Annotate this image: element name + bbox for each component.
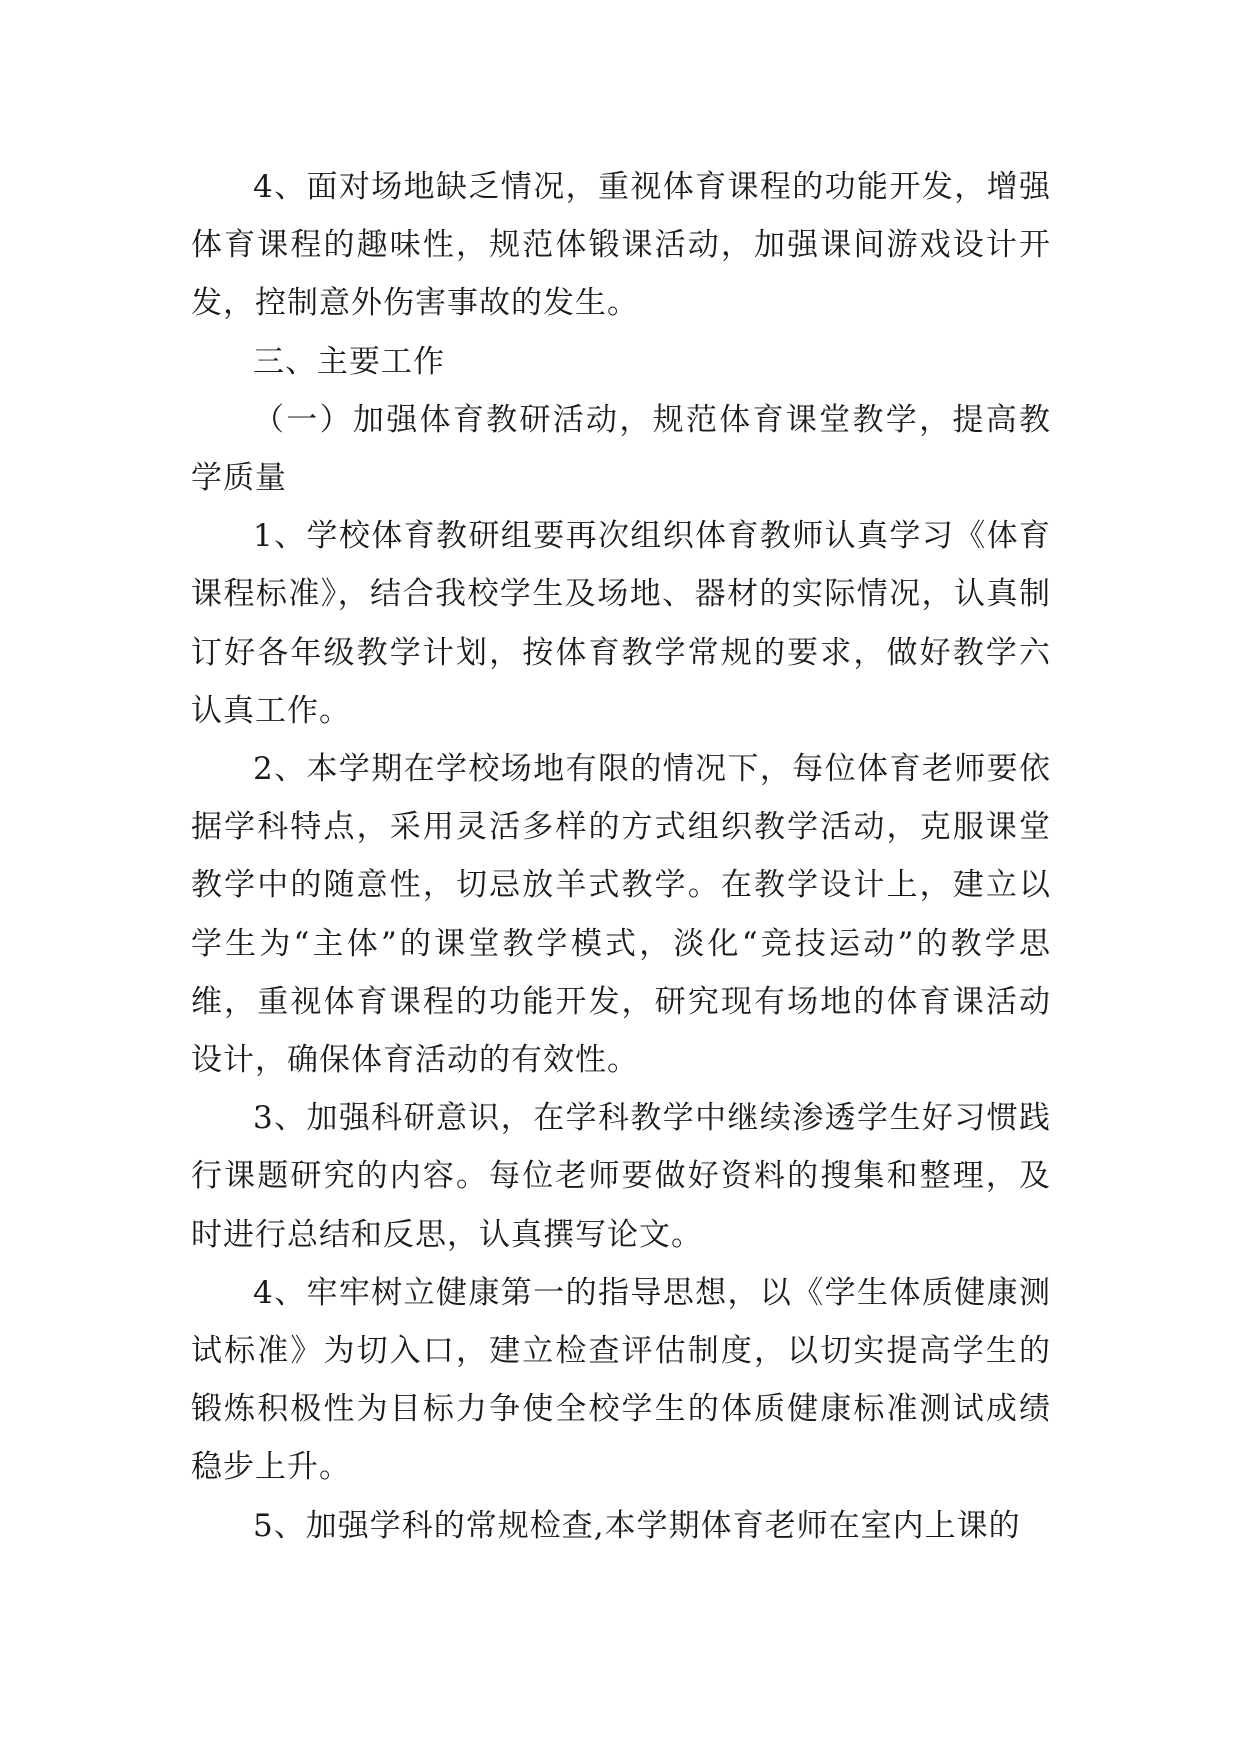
section-heading-main-work: 三、主要工作: [253, 343, 445, 380]
paragraph-item-4-health-first: 4、牢牢树立健康第一的指导思想，以《学生体质健康测试标准》为切入口，建立检查评估制度，以切实提高学生的锻炼积极性为目标力争使全校学生的体质健康标准测试成绩稳步上升。: [191, 1274, 1051, 1486]
paragraph-item-2-teaching-methods: 2、本学期在学校场地有限的情况下，每位体育老师要依据学科特点，采用灵活多样的方式组织教学活动，克服课堂教学中的随意性，切忌放羊式教学。在教学设计上，建立以学生为“主体”的课堂教学模式，淡化“竞技运动”的教学思维，重视体育课程的功能开发，研究现有场地的体育课活动设计，确保体育活动的有效性。: [191, 751, 1051, 1079]
document-body: [191, 158, 1051, 1555]
subsection-heading-teaching-research: （一）加强体育教研活动，规范体育课堂教学，提高教学质量: [191, 401, 1051, 497]
paragraph-item-3-research-awareness: 3、加强科研意识，在学科教学中继续渗透学生好习惯践行课题研究的内容。每位老师要做好资料的搜集和整理，及时进行总结和反思，认真撰写论文。: [191, 1100, 1051, 1253]
paragraph-item-1-curriculum-study: 1、学校体育教研组要再次组织体育教师认真学习《体育课程标准》，结合我校学生及场地、器材的实际情况，认真制订好各年级教学计划，按体育教学常规的要求，做好教学六认真工作。: [191, 518, 1051, 729]
paragraph-item-4-site-shortage: 4、面对场地缺乏情况，重视体育课程的功能开发，增强体育课程的趣味性，规范体锻课活动，加强课间游戏设计开发，控制意外伤害事故的发生。: [191, 169, 1051, 322]
paragraph-item-5-routine-checks: 5、加强学科的常规检查,本学期体育老师在室内上课的: [253, 1507, 1021, 1544]
